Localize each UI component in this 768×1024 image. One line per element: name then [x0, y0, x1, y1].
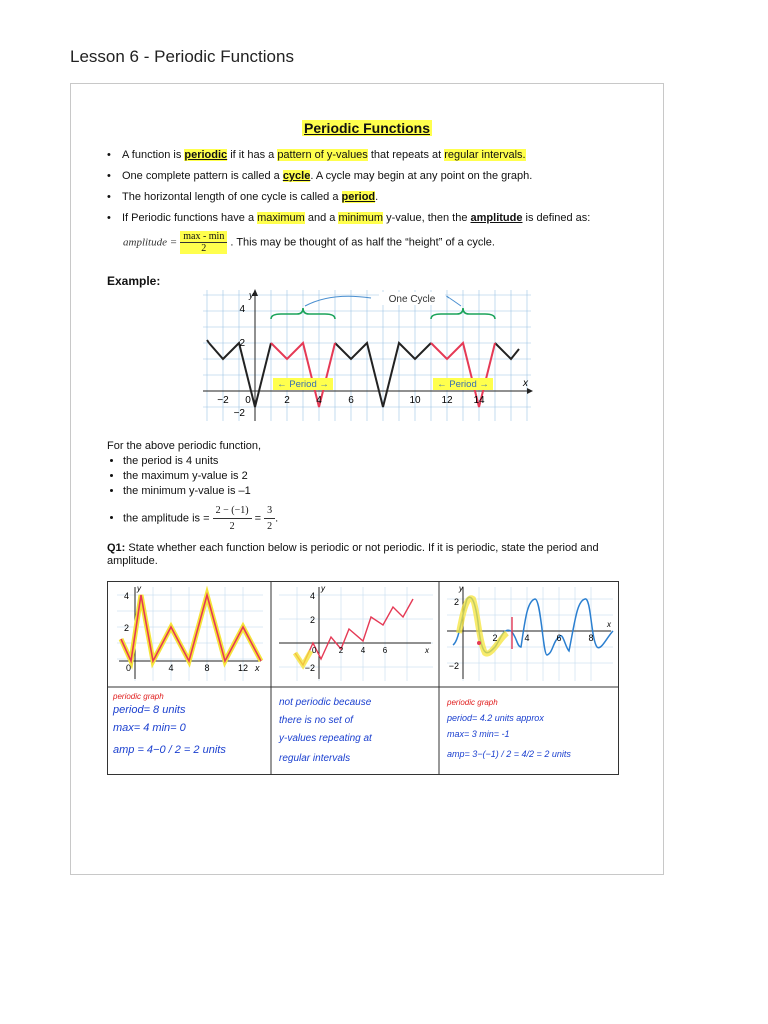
svg-text:x: x: [523, 378, 528, 389]
svg-text:−2: −2: [448, 661, 459, 671]
q1-graph-3: [447, 584, 613, 681]
prop-min: • the minimum y-value is –1: [123, 484, 278, 499]
svg-text:0: 0: [312, 646, 317, 655]
question-1: Q1: State whether each function below is periodic or not periodic. If it is periodic, state the period and amplitude.: [107, 542, 599, 567]
svg-text:−2: −2: [233, 408, 245, 419]
prop-max: • the maximum y-value is 2: [123, 469, 278, 484]
bullet-cycle: • One complete pattern is called a cycle. A cycle may begin at any point on the graph.: [107, 171, 647, 182]
svg-text:2: 2: [338, 646, 344, 655]
svg-text:12: 12: [237, 663, 249, 673]
example-properties: For the above periodic function, • the period is 4 units • the maximum y-value is 2 • the minimum y-value is –1 • the amplitude is = $\frac{2 - (-1)}{2}$ = $\frac{3}{2}$ .: [107, 439, 278, 534]
svg-text:4: 4: [316, 395, 322, 406]
svg-text:x: x: [425, 646, 429, 655]
svg-text:2: 2: [492, 633, 498, 643]
bullet-periodic: • A function is periodic if it has a pattern of y-values that repeats at regular intervals.: [107, 150, 647, 161]
amplitude-formula: amplitude = $\frac{\max - \min}{2}$ . This may be thought of as half the “height” of a cycle.: [123, 231, 495, 254]
svg-text:4: 4: [524, 633, 530, 643]
answer-1-line-4: amp = 4−0 / 2 = 2 units: [113, 744, 226, 756]
answer-2-line-4: regular intervals: [279, 753, 351, 764]
svg-text:y: y: [459, 584, 463, 593]
svg-text:4: 4: [168, 663, 174, 673]
definition-list: [107, 150, 647, 234]
svg-text:6: 6: [556, 633, 562, 643]
example-graph-labels: [201, 288, 533, 423]
period-label-1: ← Period →: [277, 379, 329, 390]
svg-text:6: 6: [382, 646, 388, 655]
q1-graph-2: [279, 584, 433, 681]
svg-text:4: 4: [309, 591, 315, 601]
doc-title: Periodic Functions: [303, 120, 430, 136]
answer-2-line-1: not periodic because: [279, 697, 372, 708]
svg-text:8: 8: [204, 663, 210, 673]
one-cycle-label: One Cycle: [388, 294, 436, 305]
svg-text:4: 4: [123, 591, 129, 601]
document-frame: [70, 83, 664, 875]
svg-text:y: y: [137, 584, 141, 593]
answer-1-line-3: max= 4 min= 0: [113, 722, 186, 734]
bullet-period: • The horizontal length of one cycle is called a period.: [107, 192, 647, 203]
svg-text:10: 10: [409, 395, 421, 406]
svg-text:x: x: [607, 620, 611, 629]
answer-1-line-1: periodic graph: [113, 692, 164, 701]
svg-text:y: y: [249, 290, 254, 300]
svg-text:2: 2: [309, 615, 315, 625]
bullet-amplitude: • If Periodic functions have a maximum and a minimum y-value, then the amplitude is defined as:: [107, 213, 647, 224]
prop-amplitude: • the amplitude is = $\frac{2 - (-1)}{2}$ = $\frac{3}{2}$ .: [123, 503, 278, 534]
svg-text:12: 12: [441, 395, 453, 406]
page-title: Lesson 6 - Periodic Functions: [70, 47, 294, 66]
answer-3-line-1: periodic graph: [447, 698, 498, 707]
svg-text:2: 2: [453, 597, 459, 607]
svg-text:8: 8: [588, 633, 594, 643]
svg-text:4: 4: [360, 646, 366, 655]
svg-text:y: y: [321, 584, 325, 593]
svg-text:−2: −2: [304, 663, 315, 673]
svg-text:2: 2: [284, 395, 290, 406]
answer-2-line-3: y-values repeating at: [279, 733, 372, 744]
answer-3-line-4: amp= 3−(−1) / 2 = 4/2 = 2 units: [447, 749, 571, 759]
svg-text:4: 4: [239, 304, 245, 315]
prop-period: • the period is 4 units: [123, 454, 278, 469]
svg-text:0: 0: [245, 395, 251, 406]
answer-3-line-3: max= 3 min= -1: [447, 729, 510, 739]
example-label: Example:: [107, 274, 161, 288]
q1-graph-1: [117, 584, 263, 681]
svg-text:x: x: [255, 663, 260, 673]
answer-3-line-2: period= 4.2 units approx: [447, 713, 544, 723]
answer-2-line-2: there is no set of: [279, 715, 353, 726]
svg-text:2: 2: [123, 623, 129, 633]
svg-text:14: 14: [473, 395, 485, 406]
svg-text:6: 6: [348, 395, 354, 406]
period-label-2: ← Period →: [437, 379, 489, 390]
svg-text:2: 2: [239, 338, 245, 349]
q1-answer-table: [107, 581, 619, 776]
svg-text:−2: −2: [217, 395, 229, 406]
answer-1-line-2: period= 8 units: [113, 704, 186, 716]
svg-text:0: 0: [125, 663, 131, 673]
